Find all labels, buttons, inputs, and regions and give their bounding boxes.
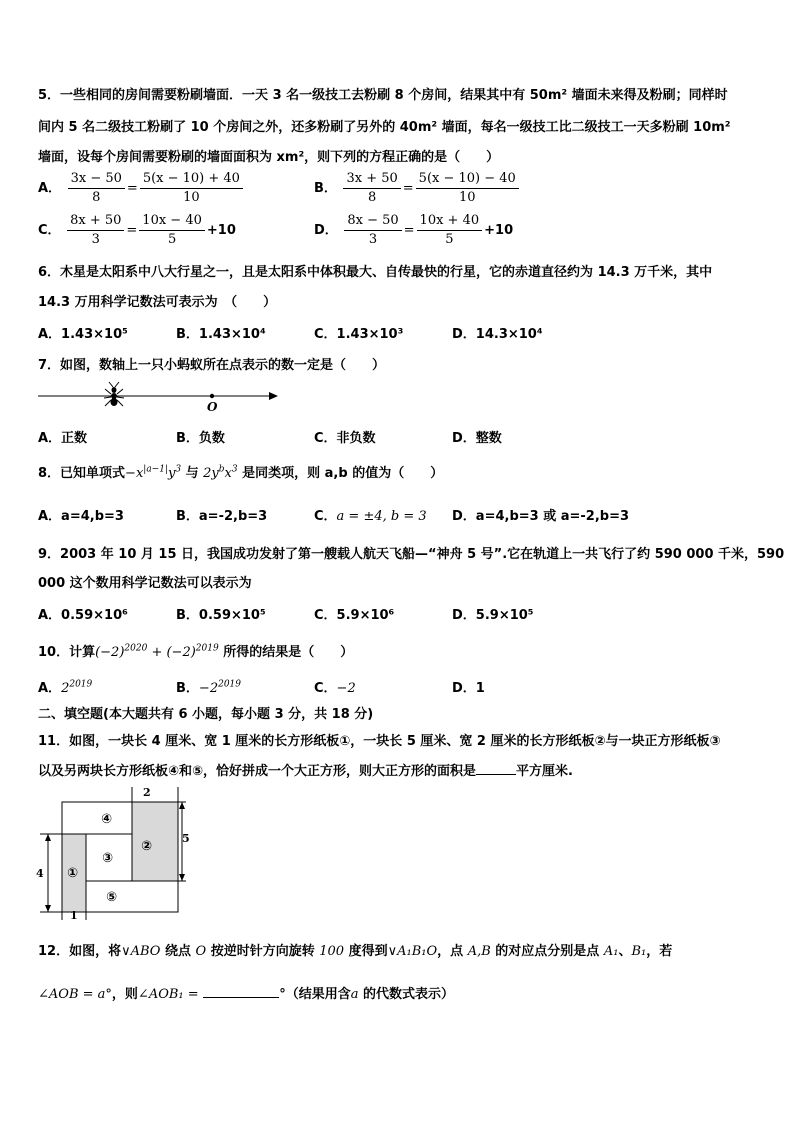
q12-stem-line2: ∠AOB = a°，则∠AOB₁ = °（结果用含a 的代数式表示） <box>38 987 454 1002</box>
dim-4-label: 4 <box>36 867 44 880</box>
q7-option-c[interactable]: C．非负数 <box>314 431 376 446</box>
origin-label: O <box>207 400 218 414</box>
q8-stem: 8．已知单项式$-x^{|a-1|}y^3$ 与 $2y^bx^3$ 是同类项，则 a,b 的值为（ ） <box>38 464 444 481</box>
number-line-arrow <box>269 392 278 400</box>
number-line-figure <box>36 380 286 414</box>
q12-stem-line1: 12．如图，将∨ABO 绕点 O 按逆时针方向旋转 100 度得到∨A₁B₁O，点 A,B 的对应点分别是点 A₁、B₁，若 <box>38 944 673 959</box>
piece-3-label: ③ <box>102 851 114 866</box>
q10-option-b[interactable]: B．$-2^{2019}$ <box>176 679 241 696</box>
q7-stem: 7．如图，数轴上一只小蚂蚁所在点表示的数一定是（ ） <box>38 358 386 373</box>
piece-2-rect <box>132 802 178 881</box>
q5-option-c[interactable]: C． $\frac{8x + 50}{3}$ = $\frac{10x - 40}{5}$ +10 <box>38 213 236 247</box>
piece-2-label: ② <box>141 839 153 854</box>
q6-option-b[interactable]: B．1.43×10⁴ <box>176 327 266 342</box>
dim-5-label: 5 <box>182 832 190 845</box>
q9-option-b[interactable]: B．0.59×10⁵ <box>176 608 266 623</box>
q10-stem: 10．计算$(-2)^{2020} + (-2)^{2019}$ 所得的结果是（ ） <box>38 643 354 660</box>
q9-stem-line1: 9．2003 年 10 月 15 日，我国成功发射了第一艘载人航天飞船—“神舟 5 号”.它在轨道上一共飞行了约 590 000 千米，590 <box>38 547 785 562</box>
q8-option-a[interactable]: A．a=4,b=3 <box>38 509 124 524</box>
q9-option-a[interactable]: A．0.59×10⁶ <box>38 608 128 623</box>
q11-answer-blank[interactable] <box>476 762 516 775</box>
q6-stem-line1: 6．木星是太阳系中八大行星之一，且是太阳系中体积最大、自传最快的行星，它的赤道直径约为 14.3 万千米，其中 <box>38 265 713 280</box>
q5-stem-line3: 墙面，设每个房间需要粉刷的墙面面积为 xm²，则下列的方程正确的是（ ） <box>38 150 500 165</box>
q9-stem-line2: 000 这个数用科学记数法可以表示为 <box>38 576 252 591</box>
piece-4-rect <box>62 802 132 834</box>
q6-option-d[interactable]: D．14.3×10⁴ <box>452 327 543 342</box>
q10-option-a[interactable]: A．$2^{2019}$ <box>38 679 93 696</box>
ant-icon <box>104 382 124 406</box>
piece-1-label: ① <box>67 866 79 881</box>
dim-1-label: 1 <box>70 909 78 920</box>
section-heading: 二、填空题(本大题共有 6 小题，每小题 3 分，共 18 分) <box>38 707 374 722</box>
q11-stem-line1: 11．如图，一块长 4 厘米、宽 1 厘米的长方形纸板①，一块长 5 厘米、宽 2 厘米的长方形纸板②与一块正方形纸板③ <box>38 734 721 749</box>
q8-option-b[interactable]: B．a=-2,b=3 <box>176 509 268 524</box>
q7-option-b[interactable]: B．负数 <box>176 431 225 446</box>
piece-5-label: ⑤ <box>106 890 118 905</box>
q11-stem-line2: 以及另两块长方形纸板④和⑤，恰好拼成一个大正方形，则大正方形的面积是 平方厘米. <box>38 764 573 779</box>
dim-2-label: 2 <box>143 786 151 799</box>
q9-option-c[interactable]: C．5.9×10⁶ <box>314 608 395 623</box>
q5-option-a[interactable]: A． $\frac{3x - 50}{8}$ = $\frac{5(x - 10) + 40}{10}$ <box>38 170 245 207</box>
q12-answer-blank[interactable] <box>203 985 279 998</box>
q10-option-d[interactable]: D．1 <box>452 681 485 696</box>
origin-point <box>210 394 214 398</box>
piece-5-rect <box>86 881 178 912</box>
q6-stem-line2: 14.3 万用科学记数法可表示为 （ ） <box>38 295 277 310</box>
q7-option-d[interactable]: D．整数 <box>452 431 502 446</box>
piece-4-label: ④ <box>101 812 113 827</box>
q8-option-c[interactable]: C．a = ±4, b = 3 <box>314 509 427 524</box>
q6-option-a[interactable]: A．1.43×10⁵ <box>38 327 128 342</box>
q5-option-b[interactable]: B． $\frac{3x + 50}{8}$ = $\frac{5(x - 10) - 40}{10}$ <box>314 170 521 207</box>
q5-stem-line1: 5．一些相同的房间需要粉刷墙面．一天 3 名一级技工去粉刷 8 个房间，结果其中有 50m² 墙面未来得及粉刷；同样时 <box>38 88 728 103</box>
q6-option-c[interactable]: C．1.43×10³ <box>314 327 404 342</box>
q8-option-d[interactable]: D．a=4,b=3 或 a=-2,b=3 <box>452 509 630 524</box>
q5-stem-line2: 间内 5 名二级技工粉刷了 10 个房间之外，还多粉刷了另外的 40m² 墙面，每名一级技工比二级技工一天多粉刷 10m² <box>38 120 731 135</box>
q7-option-a[interactable]: A．正数 <box>38 431 88 446</box>
q5-option-d[interactable]: D． $\frac{8x - 50}{3}$ = $\frac{10x + 40}{5}$ +10 <box>314 213 514 247</box>
q10-option-c[interactable]: C．−2 <box>314 681 356 696</box>
q11-figure <box>32 784 202 920</box>
q9-option-d[interactable]: D．5.9×10⁵ <box>452 608 534 623</box>
